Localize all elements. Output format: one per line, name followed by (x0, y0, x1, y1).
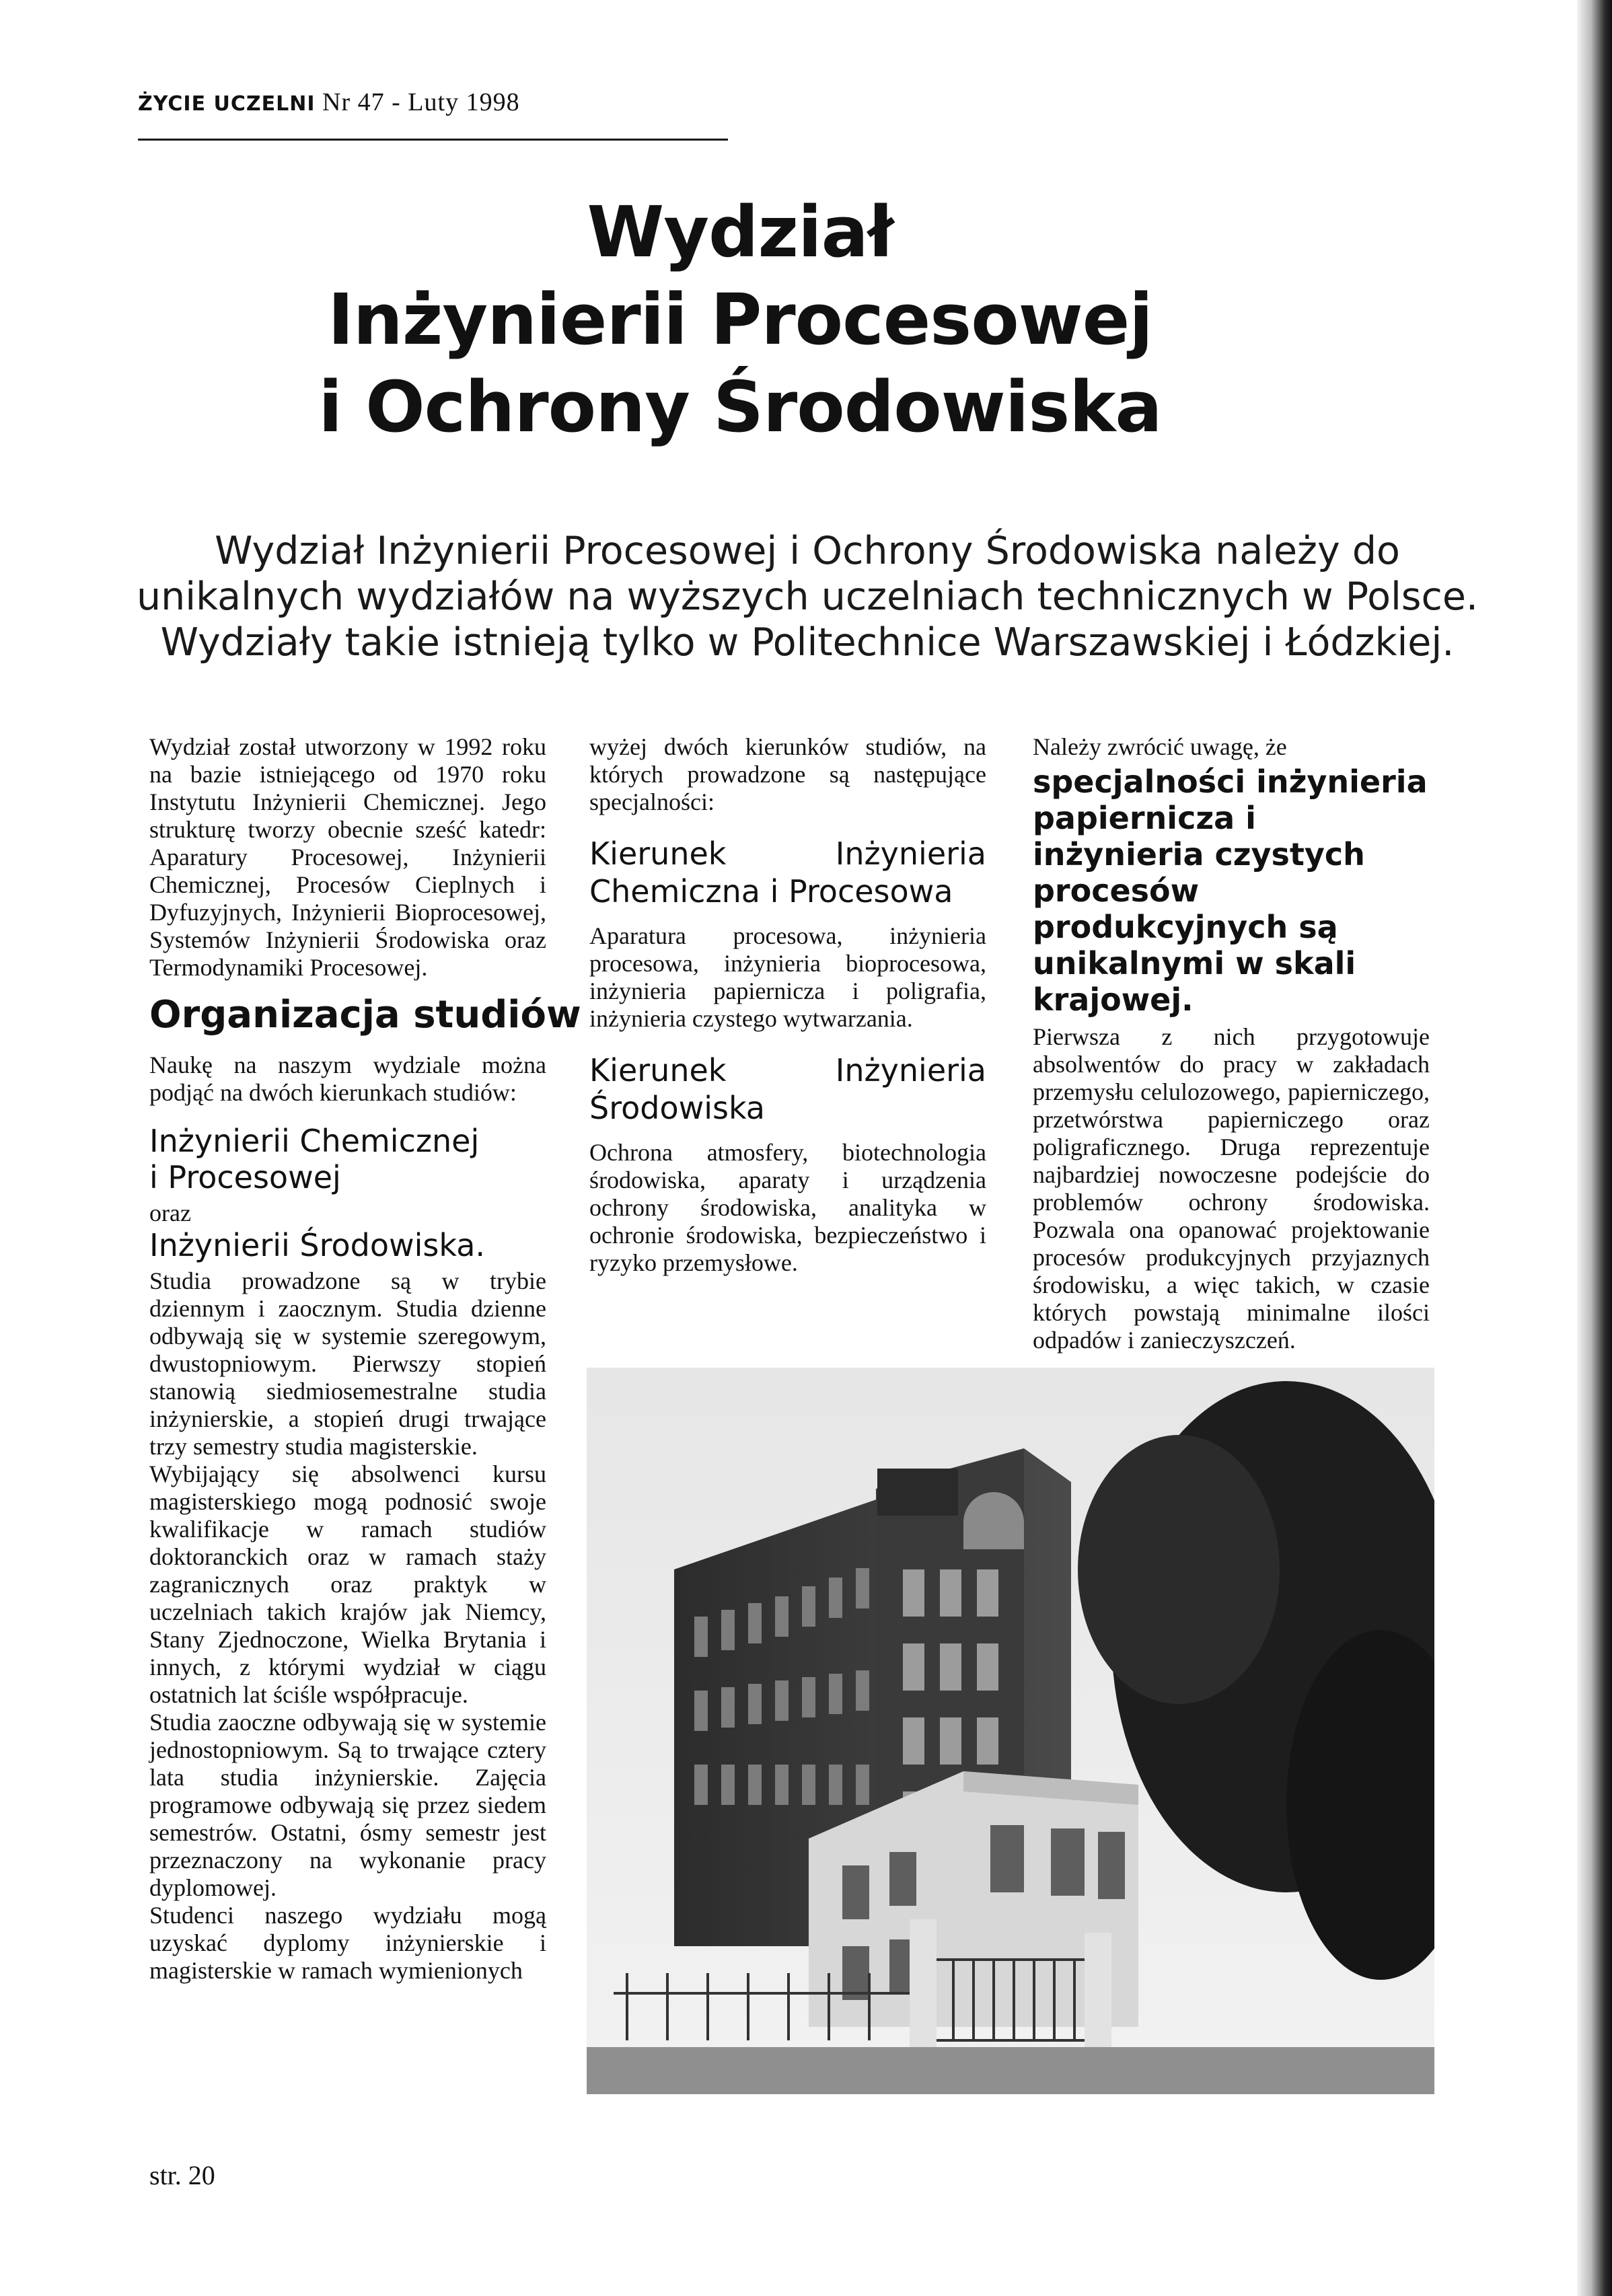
section-heading-srodowiska: Kierunek Inżynieria Środowiska (589, 1052, 986, 1126)
paragraph: Studia zaoczne odbywają się w systemie jednostopniowym. Są to trwające cztery lata studia inżynierskie. Zajęcia programowe odbywają się przez siedem semestrów. Ostatni, ósmy semestr jest przeznaczony na wykonanie pracy dyplomowej. (149, 1709, 546, 1901)
issue-info: Nr 47 - Luty 1998 (322, 88, 520, 116)
building-illustration (587, 1368, 1434, 2094)
section-heading-organizacja: Organizacja studiów (149, 993, 581, 1037)
paragraph: Należy zwrócić uwagę, że (1033, 733, 1287, 760)
article-title (202, 188, 1278, 451)
title-line-2: Inżynierii Procesowej (328, 279, 1152, 361)
conjunction: oraz (149, 1199, 191, 1226)
direction-heading-chemical (149, 1123, 546, 1195)
column-2 (589, 733, 986, 1277)
paragraph: Pierwsza z nich przygotowuje absolwentów do pracy w zakładach przemysłu celulozowego, papierniczego, przetwórstwa papierniczego oraz poligraficznego. Druga reprezentuje najbardziej nowoczesne podejście do problemów ochrony środowiska. Pozwala ona opanować projektowanie procesów produkcyjnych przyjaznych środowisku, a więc takich, w czasie których powstają minimalne ilości odpadów i zanieczyszczeń. (1033, 1023, 1430, 1354)
paragraph: Ochrona atmosfery, biotechnologia środowiska, aparaty i urządzenia ochrony środowiska, analityka w ochronie środowiska, bezpieczeństwo i ryzyko przemysłowe. (589, 1139, 986, 1276)
direction-heading-line: Inżynierii Chemicznej (149, 1123, 480, 1159)
paragraph: Wybijający się absolwenci kursu magisterskiego mogą podnosić swoje kwalifikacje w ramach studiów doktoranckich oraz w ramach staży zagranicznych oraz praktyk w uczelniach takich krajów jak Niemcy, Stany Zjednoczone, Wielka Brytania i innych, z którymi wydział w ciągu ostatnich lat ściśle współpracuje. (149, 1460, 546, 1708)
section-heading-chemiczna: Kierunek Inżynieria Chemiczna i Procesowa (589, 836, 986, 910)
magazine-name: ŻYCIE UCZELNI (138, 92, 316, 116)
lede-line-3: Wydziały takie istnieją tylko w Politechnice Warszawskiej i Łódzkiej. (160, 620, 1455, 665)
header-rule (138, 139, 728, 141)
direction-heading-line: i Procesowej (149, 1159, 341, 1195)
intro-paragraph: Wydział został utworzony w 1992 roku na bazie istniejącego od 1970 roku Instytutu Inżynierii Chemicznej. Jego strukturę tworzy obecnie sześć katedr: Aparatury Procesowej, Inżynierii Chemicznej, Procesów Cieplnych i Dyfuzyjnych, Inżynierii Bioprocesowej, Systemów Inżynierii Środowiska oraz Termodynamiki Procesowej. (149, 733, 546, 981)
highlight-statement: specjalności inżynieria papiernicza i inżynieria czystych procesów produkcyjnych są unikalnymi w skali krajowej. (1033, 764, 1428, 1018)
paragraph: Aparatura procesowa, inżynieria procesowa, inżynieria bioprocesowa, inżynieria papiernicza i poligrafia, inżynieria czystego wytwarzania. (589, 922, 986, 1032)
column-1 (149, 733, 581, 1985)
paragraph: Naukę na naszym wydziale można podjąć na dwóch kierunkach studiów: (149, 1051, 546, 1106)
lede-line-2: unikalnych wydziałów na wyższych uczelniach technicznych w Polsce. (136, 575, 1479, 619)
page-number: str. 20 (149, 2160, 215, 2190)
lede-line-1: Wydział Inżynierii Procesowej i Ochrony Środowiska należy do (215, 529, 1400, 573)
paragraph: wyżej dwóch kierunków studiów, na których prowadzone są następujące specjalności: (589, 733, 986, 815)
title-line-3: i Ochrony Środowiska (318, 366, 1162, 448)
direction-heading-environment: Inżynierii Środowiska. (149, 1227, 486, 1263)
building-photo (587, 1368, 1434, 2094)
page-edge-shadow (1577, 0, 1612, 2296)
lede (135, 528, 1480, 665)
running-head (138, 87, 520, 117)
title-line-1: Wydział (587, 191, 893, 273)
paragraph: Studia prowadzone są w trybie dziennym i zaocznym. Studia dzienne odbywają się w systemie szeregowym, dwustopniowym. Pierwszy stopień stanowią siedmiosemestralne studia inżynierskie, a stopień drugi trwające trzy semestry studia magisterskie. (149, 1267, 546, 1460)
paragraph: Studenci naszego wydziału mogą uzyskać dyplomy inżynierskie i magisterskie w ramach wymienionych (149, 1902, 546, 1984)
column-3 (1033, 733, 1430, 1354)
